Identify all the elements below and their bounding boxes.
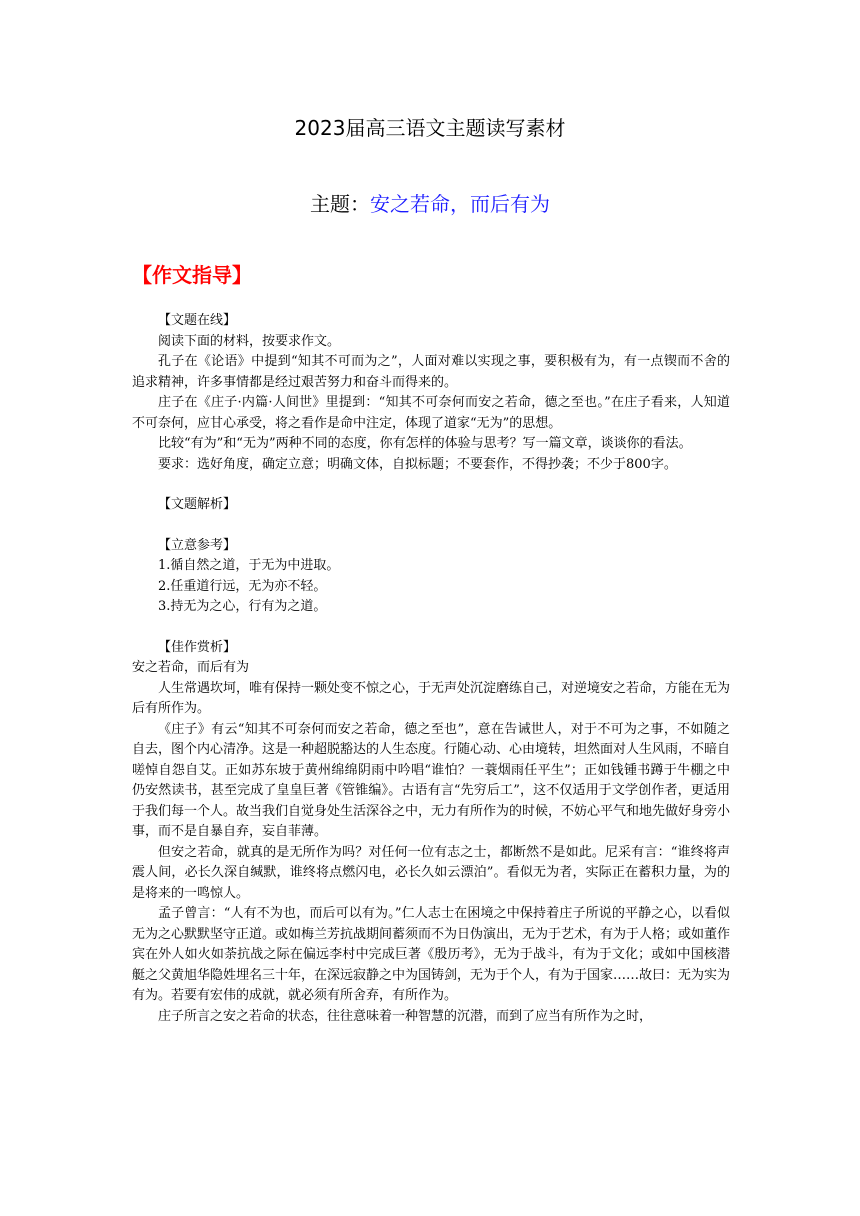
prompt-paragraph: 孔子在《论语》中提到“知其不可而为之”，人面对难以实现之事，要积极有为，有一点锲而不舍的追求精神，许多事情都是经过艰苦努力和奋斗而得来的。	[132, 354, 730, 390]
document-body	[132, 311, 730, 1027]
theme-line	[0, 190, 860, 218]
idea-item: 1.循自然之道，于无为中进取。	[158, 558, 340, 573]
prompt-paragraph: 比较“有为”和“无为”两种不同的态度，你有怎样的体验与思考？写一篇文章，谈谈你的看法。	[158, 436, 692, 451]
essay-paragraph: 《庄子》有云“知其不可奈何而安之若命，德之至也”，意在告诫世人，对于不可为之事，不如随之自去，图个内心清净。这是一种超脱豁达的人生态度。行随心动、心由境转，坦然面对人生风雨，不暗自嗟悼自怨自艾。正如苏东坡于黄州绵绵阴雨中吟唱“谁怕？一蓑烟雨任平生”；正如钱锺书蹲于牛棚之中仍安然读书，甚至完成了皇皇巨著《管锥编》。古语有言“先穷后工”，这不仅适用于文学创作者，更适用于我们每一个人。故当我们自觉身处生活深谷之中，无力有所作为的时候，不妨心平气和地先做好身旁小事，而不是自暴自弃，妄自菲薄。	[132, 721, 731, 839]
prompt-paragraph: 要求：选好角度，确定立意；明确文体，自拟标题；不要套作，不得抄袭；不少于800字。	[158, 456, 677, 472]
spacer	[132, 516, 730, 536]
theme-label: 主题：	[310, 192, 370, 216]
essay-section-label: 【佳作赏析】	[158, 639, 237, 655]
essay-paragraph: 人生常遇坎坷，唯有保持一颗处变不惊之心，于无声处沉淀磨练自己，对逆境安之若命，方能在无为后有所作为。	[132, 680, 731, 716]
essay-paragraph: 但安之若命，就真的是无所作为吗？对任何一位有志之士，都断然不是如此。尼采有言：“谁终将声震人间，必长久深自缄默，谁终将点燃闪电，必长久如云漂泊”。看似无为者，实际正在蓄积力量，为的是将来的一鸣惊人。	[132, 844, 730, 901]
prompt-paragraph: 庄子在《庄子·内篇·人间世》里提到：“知其不可奈何而安之若命，德之至也。”在庄子看来，人知道不可奈何，应甘心承受，将之看作是命中注定，体现了道家“无为”的思想。	[132, 395, 730, 431]
idea-item: 3.持无为之心，行有为之道。	[158, 599, 327, 614]
idea-item: 2.任重道行远，无为亦不轻。	[158, 578, 327, 594]
prompt-section-label: 【文题在线】	[158, 313, 237, 328]
essay-paragraph: 庄子所言之安之若命的状态，往往意味着一种智慧的沉潜，而到了应当有所作为之时，	[158, 1008, 653, 1024]
writing-guide-heading: 【作文指导】	[132, 263, 252, 287]
document-title: 2023届高三语文主题读写素材	[294, 116, 566, 140]
essay-title: 安之若命，而后有为	[132, 660, 250, 675]
spacer	[132, 475, 730, 495]
prompt-paragraph: 阅读下面的材料，按要求作文。	[158, 333, 341, 349]
analysis-section-label: 【文题解析】	[158, 497, 237, 512]
theme-value: 安之若命，而后有为	[370, 192, 550, 216]
spacer	[132, 618, 730, 638]
ideas-section-label: 【立意参考】	[158, 537, 237, 553]
essay-paragraph: 孟子曾言：“人有不为也，而后可以有为。”仁人志士在困境之中保持着庄子所说的平静之心，以看似无为之心默默坚守正道。或如梅兰芳抗战期间蓄须而不为日伪演出，无为于艺术，有为于人格；或如董作宾在外人如火如荼抗战之际在偏远李村中完成巨著《殷历考》，无为于战斗，有为于文化；或如中国核潜艇之父黄旭华隐姓埋名三十年，在深远寂静之中为国铸剑，无为于个人，有为于国家……故曰：无为实为有为。若要有宏伟的成就，就必须有所舍弃，有所作为。	[132, 906, 731, 1003]
